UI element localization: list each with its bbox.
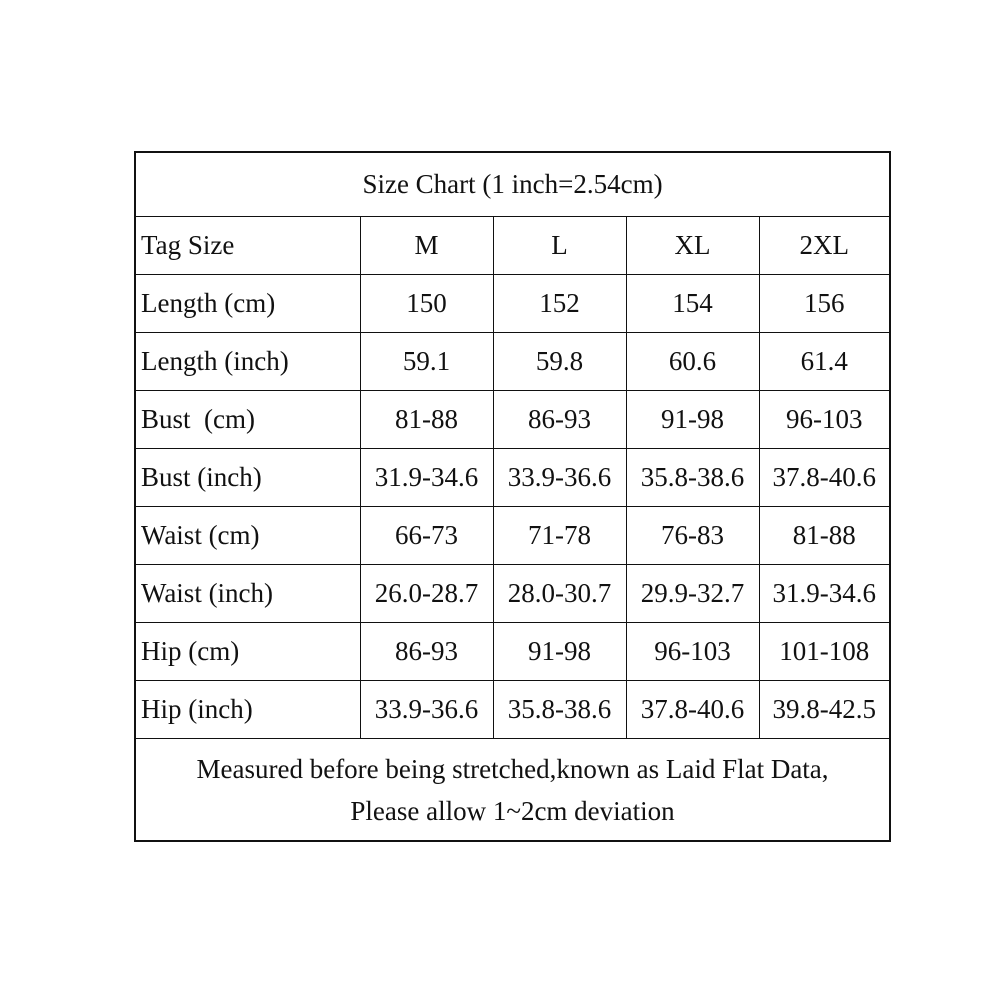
header-row <box>135 217 890 275</box>
table-cell: 81-88 <box>360 391 493 449</box>
table-cell: 81-88 <box>759 507 890 565</box>
note-line-2: Please allow 1~2cm deviation <box>350 795 675 826</box>
tag-size-label: Tag Size <box>135 217 360 275</box>
row-label: Length (inch) <box>135 333 360 391</box>
table-cell: 76-83 <box>626 507 759 565</box>
title-row <box>135 152 890 217</box>
table-row <box>135 681 890 739</box>
measurement-note <box>135 739 890 842</box>
note-line-1: Measured before being stretched,known as Laid Flat Data, <box>196 753 829 784</box>
table-cell: 91-98 <box>493 623 626 681</box>
row-label: Length (cm) <box>135 275 360 333</box>
table-cell: 59.1 <box>360 333 493 391</box>
table-cell: 150 <box>360 275 493 333</box>
table-cell: 60.6 <box>626 333 759 391</box>
table-cell: 37.8-40.6 <box>626 681 759 739</box>
table-cell: 59.8 <box>493 333 626 391</box>
table-cell: 91-98 <box>626 391 759 449</box>
table-cell: 29.9-32.7 <box>626 565 759 623</box>
row-label: Hip (inch) <box>135 681 360 739</box>
table-cell: 39.8-42.5 <box>759 681 890 739</box>
table-cell: 154 <box>626 275 759 333</box>
row-label: Bust (cm) <box>135 391 360 449</box>
table-row <box>135 449 890 507</box>
table-row <box>135 507 890 565</box>
table-row <box>135 623 890 681</box>
row-label: Hip (cm) <box>135 623 360 681</box>
table-cell: 96-103 <box>626 623 759 681</box>
table-row <box>135 333 890 391</box>
size-header-xl: XL <box>626 217 759 275</box>
size-header-l: L <box>493 217 626 275</box>
table-cell: 86-93 <box>360 623 493 681</box>
table-row <box>135 565 890 623</box>
size-header-m: M <box>360 217 493 275</box>
table-cell: 96-103 <box>759 391 890 449</box>
table-row <box>135 391 890 449</box>
table-cell: 37.8-40.6 <box>759 449 890 507</box>
table-cell: 35.8-38.6 <box>493 681 626 739</box>
table-cell: 156 <box>759 275 890 333</box>
table-cell: 66-73 <box>360 507 493 565</box>
table-cell: 28.0-30.7 <box>493 565 626 623</box>
table-cell: 33.9-36.6 <box>360 681 493 739</box>
note-row <box>135 739 890 842</box>
table-cell: 61.4 <box>759 333 890 391</box>
table-row <box>135 275 890 333</box>
table-cell: 26.0-28.7 <box>360 565 493 623</box>
size-chart-table <box>134 151 891 842</box>
chart-title: Size Chart (1 inch=2.54cm) <box>135 152 890 217</box>
table-cell: 71-78 <box>493 507 626 565</box>
table-cell: 101-108 <box>759 623 890 681</box>
table-cell: 86-93 <box>493 391 626 449</box>
size-header-2xl: 2XL <box>759 217 890 275</box>
table-cell: 31.9-34.6 <box>360 449 493 507</box>
row-label: Waist (inch) <box>135 565 360 623</box>
table-cell: 35.8-38.6 <box>626 449 759 507</box>
row-label: Bust (inch) <box>135 449 360 507</box>
row-label: Waist (cm) <box>135 507 360 565</box>
table-cell: 152 <box>493 275 626 333</box>
table-cell: 33.9-36.6 <box>493 449 626 507</box>
table-cell: 31.9-34.6 <box>759 565 890 623</box>
